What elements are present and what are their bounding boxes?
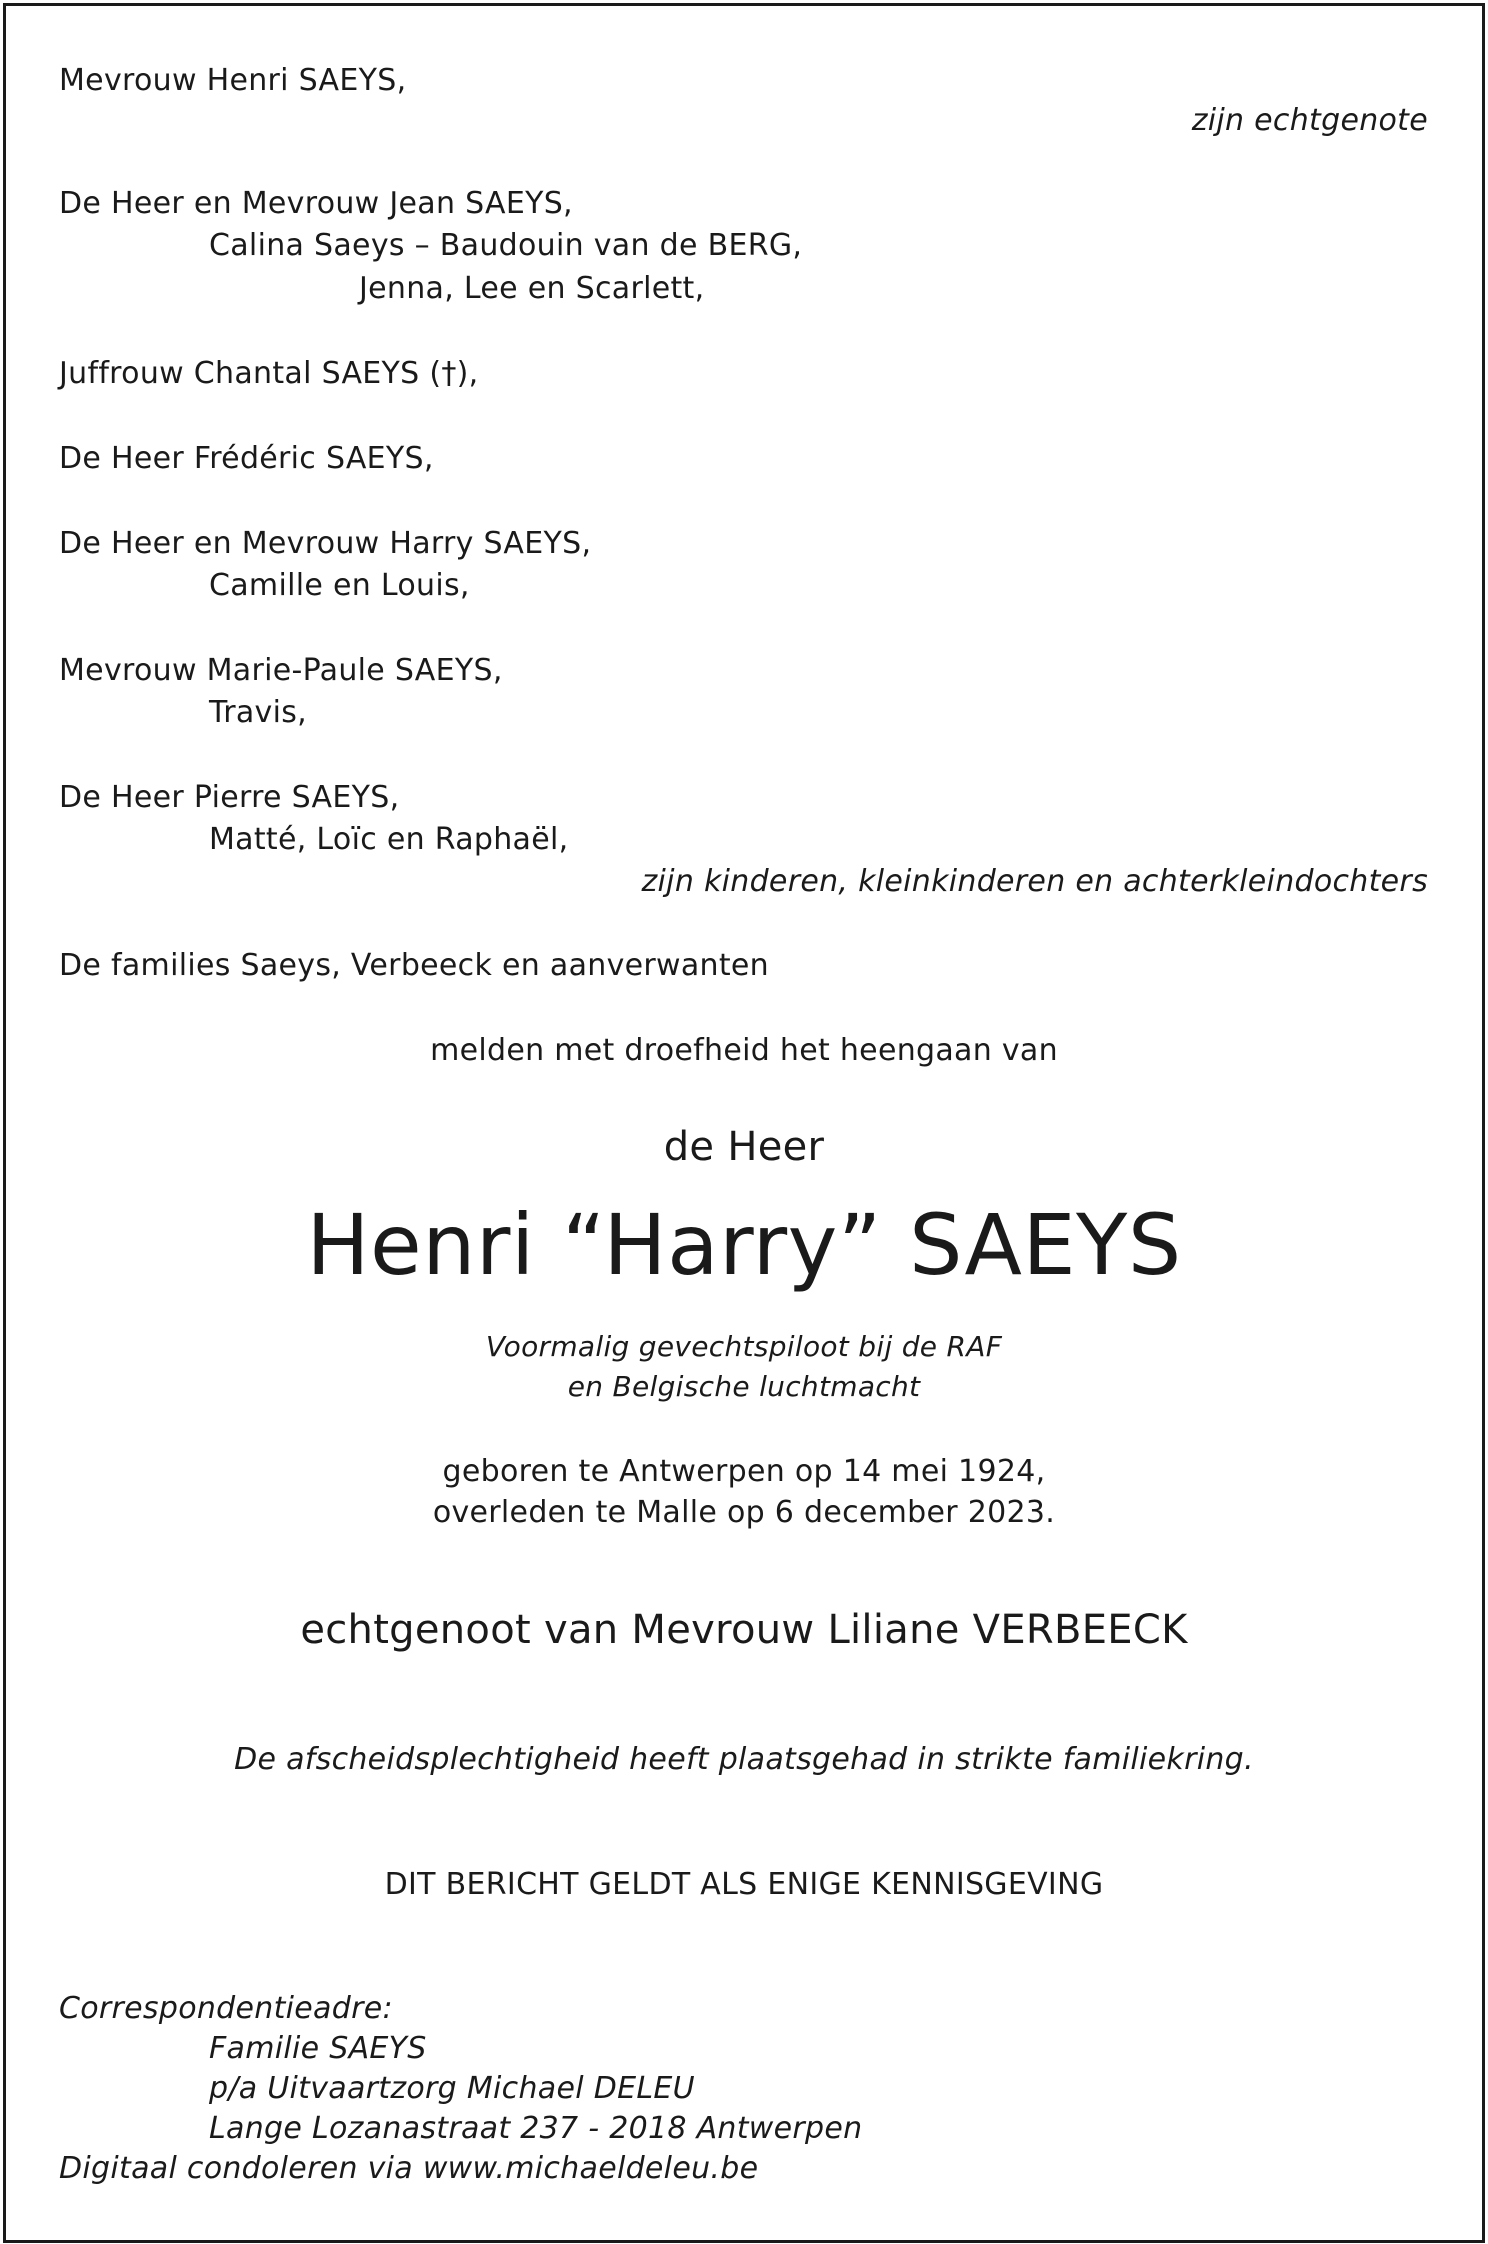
ceremony-line: De afscheidsplechtigheid heeft plaatsgehad in strikte familiekring. <box>234 1742 1254 1777</box>
occupation-line-1: Voormalig gevechtspiloot bij de RAF <box>485 1330 1003 1363</box>
correspondence-family: Familie SAEYS <box>209 2031 427 2066</box>
family-sub-camille: Camille en Louis, <box>209 568 470 603</box>
family-head-jean: De Heer en Mevrouw Jean SAEYS, <box>59 186 573 221</box>
widow-role: zijn echtgenote <box>1191 103 1428 138</box>
correspondence-label: Correspondentieadre: <box>59 1991 393 2026</box>
family-sub-matte: Matté, Loïc en Raphaël, <box>209 822 569 857</box>
family-head-chantal: Juffrouw Chantal SAEYS (†), <box>59 356 479 391</box>
died-line: overleden te Malle op 6 december 2023. <box>432 1495 1056 1530</box>
family-head-frederic: De Heer Frédéric SAEYS, <box>59 441 434 476</box>
notice-line: DIT BERICHT GELDT ALS ENIGE KENNISGEVING <box>384 1867 1104 1902</box>
family-sub-calina: Calina Saeys – Baudouin van de BERG, <box>209 228 803 263</box>
condolence-line: Digitaal condoleren via www.michaeldeleu.be <box>59 2151 759 2186</box>
message-line: melden met droefheid het heengaan van <box>430 1033 1058 1068</box>
family-head-pierre: De Heer Pierre SAEYS, <box>59 780 400 815</box>
born-line: geboren te Antwerpen op 14 mei 1924, <box>442 1454 1046 1489</box>
deceased-title: de Heer <box>663 1124 825 1170</box>
family-head-marie-paule: Mevrouw Marie-Paule SAEYS, <box>59 653 503 688</box>
page-border <box>3 3 1485 2243</box>
spouse-line: echtgenoot van Mevrouw Liliane VERBEECK <box>300 1607 1188 1653</box>
family-subsub-grandchildren: Jenna, Lee en Scarlett, <box>359 271 705 306</box>
families-line: De families Saeys, Verbeeck en aanverwanten <box>59 948 769 983</box>
family-sub-travis: Travis, <box>209 695 307 730</box>
occupation-line-2: en Belgische luchtmacht <box>567 1370 921 1403</box>
correspondence-care: p/a Uitvaartzorg Michael DELEU <box>209 2071 695 2106</box>
widow-line: Mevrouw Henri SAEYS, <box>59 63 407 98</box>
family-head-harry: De Heer en Mevrouw Harry SAEYS, <box>59 526 592 561</box>
deceased-name: Henri “Harry” SAEYS <box>306 1196 1182 1294</box>
children-role: zijn kinderen, kleinkinderen en achterkleindochters <box>641 864 1428 899</box>
correspondence-address: Lange Lozanastraat 237 - 2018 Antwerpen <box>209 2111 863 2146</box>
